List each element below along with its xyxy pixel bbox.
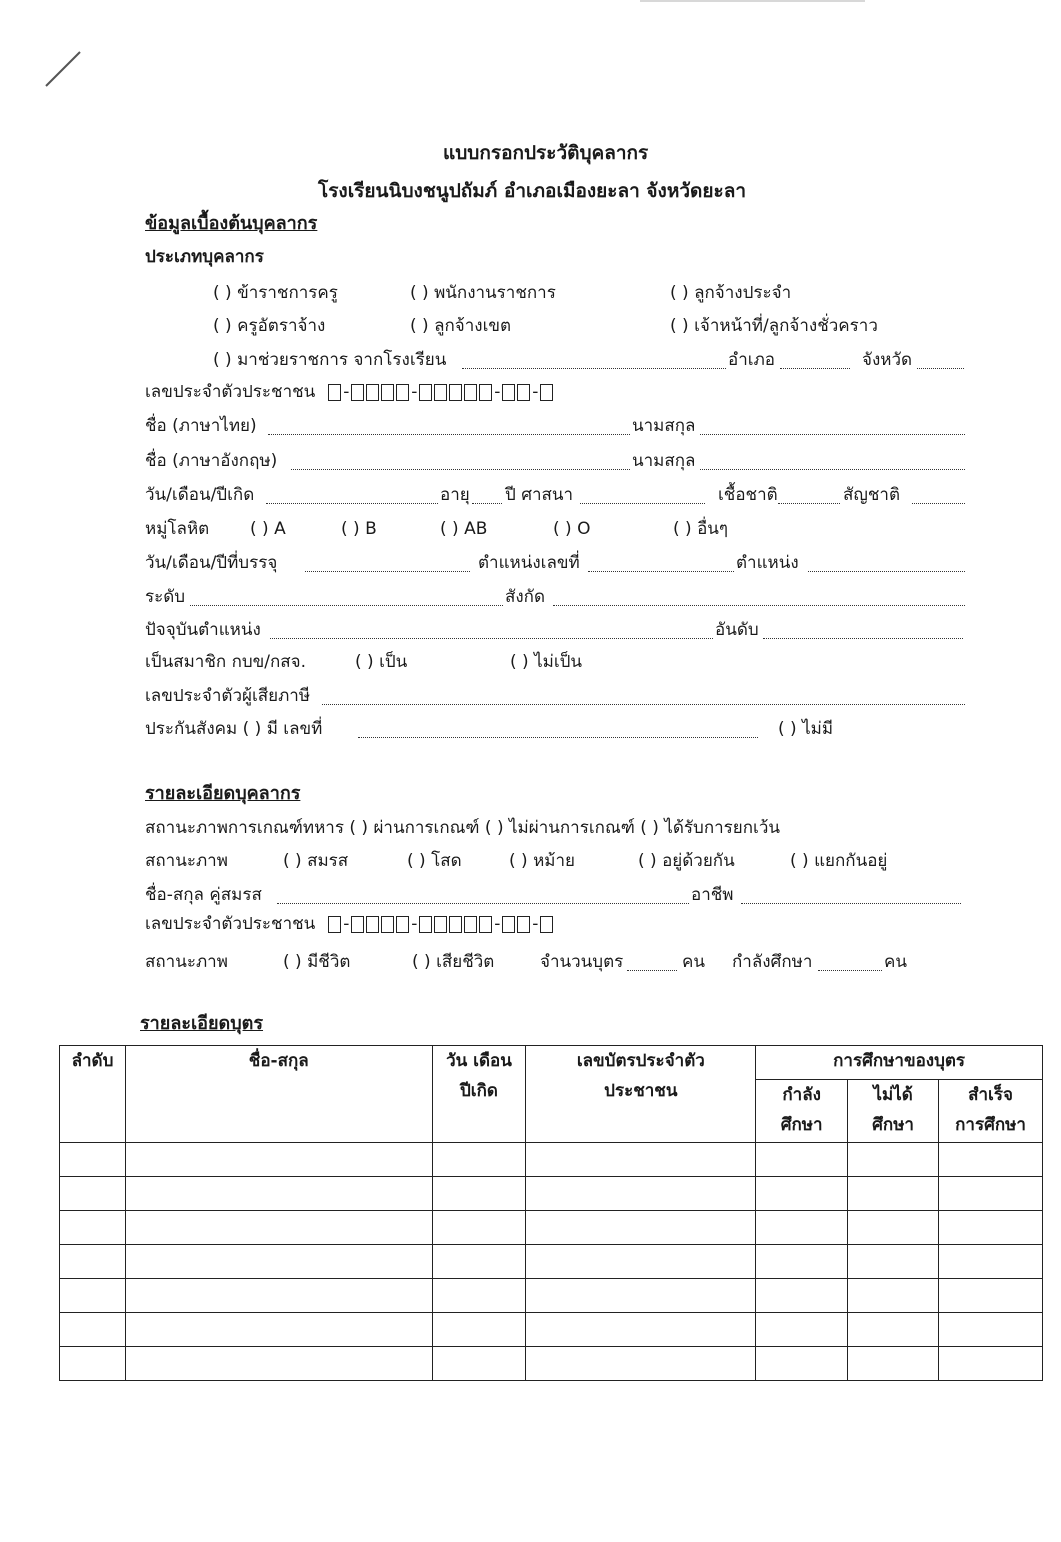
table-cell[interactable] [432,1347,526,1381]
table-cell[interactable] [756,1143,848,1177]
edu-completed-header: สำเร็จ การศึกษา [939,1080,1043,1143]
children-heading: รายละเอียดบุตร [140,1013,264,1034]
table-cell[interactable] [60,1211,126,1245]
age-field[interactable] [472,503,502,504]
children-count-label: จำนวนบุตร [540,952,624,972]
spouse-dead-option[interactable]: ( ) เสียชีวิต [412,952,495,972]
rank-field[interactable] [763,638,963,639]
position-no-label: ตำแหน่งเลขที่ [478,553,580,573]
table-cell[interactable] [756,1279,848,1313]
table-cell[interactable] [60,1143,126,1177]
table-cell[interactable] [939,1143,1043,1177]
marital-married-option[interactable]: ( ) สมรส [283,851,349,871]
position-no-field[interactable] [588,571,734,572]
school-subtitle: โรงเรียนนิบงชนูปถัมภ์ อำเภอเมืองยะลา จังหวัดยะลา [318,180,747,202]
province-field[interactable] [917,368,964,369]
occupation-label: อาชีพ [691,885,734,905]
spouse-id-label: เลขประจำตัวประชาชน [145,914,316,934]
table-cell[interactable] [756,1211,848,1245]
table-header-row [60,1046,1043,1080]
blood-other-option[interactable]: ( ) อื่นๆ [673,519,729,539]
citizen-id-boxes[interactable]: - - - - [327,381,554,403]
table-cell[interactable] [848,1347,939,1381]
table-cell[interactable] [939,1177,1043,1211]
helper-school-field[interactable] [462,368,726,369]
type-civil-teacher[interactable]: ( ) ข้าราชการครู [213,283,338,303]
social-security-none-option[interactable]: ( ) ไม่มี [778,719,834,739]
tax-id-label: เลขประจำตัวผู้เสียภาษี [145,686,311,706]
marital-label: สถานะภาพ [145,851,228,871]
basic-info-heading: ข้อมูลเบื้องต้นบุคลากร [145,213,318,234]
table-cell[interactable] [848,1177,939,1211]
blood-type-label: หมู่โลหิต [145,519,210,539]
table-cell[interactable] [526,1279,756,1313]
district-label: อำเภอ [728,350,775,370]
table-cell[interactable] [526,1313,756,1347]
ethnicity-field[interactable] [778,503,840,504]
current-position-label: ปัจจุบันตำแหน่ง [145,620,261,640]
nationality-label: สัญชาติ [843,485,900,505]
table-cell[interactable] [848,1313,939,1347]
table-cell[interactable] [60,1279,126,1313]
ethnicity-label: เชื้อชาติ [718,485,778,505]
table-cell[interactable] [60,1245,126,1279]
table-cell[interactable] [848,1279,939,1313]
pen-mark [40,48,85,90]
citizen-id-row [145,381,554,403]
table-cell[interactable] [848,1245,939,1279]
affiliation-label: สังกัด [505,587,546,607]
name-th-label: ชื่อ (ภาษาไทย) [145,416,257,436]
table-cell[interactable] [939,1347,1043,1381]
citizen-id-label: เลขประจำตัวประชาชน [145,382,316,402]
table-cell[interactable] [756,1245,848,1279]
blood-b-option[interactable]: ( ) B [341,519,377,539]
spouse-alive-option[interactable]: ( ) มีชีวิต [283,952,351,972]
birthdate-label: วัน/เดือน/ปีเกิด [145,485,255,505]
table-row [60,1347,1043,1381]
col-birth-header: วัน เดือน ปีเกิด [432,1046,526,1143]
table-cell[interactable] [60,1313,126,1347]
military-status-row[interactable]: สถานะภาพการเกณฑ์ทหาร ( ) ผ่านการเกณฑ์ ( ) ไม่ผ่านการเกณฑ์ ( ) ได้รับการยกเว้น [145,818,781,838]
position-field[interactable] [808,571,965,572]
birthdate-field[interactable] [266,503,438,504]
age-label: อายุ [440,485,470,505]
table-cell[interactable] [60,1177,126,1211]
spouse-id-row [145,913,554,935]
blood-ab-option[interactable]: ( ) AB [440,519,488,539]
marital-widowed-option[interactable]: ( ) หม้าย [509,851,575,871]
appoint-date-field[interactable] [305,571,470,572]
table-cell[interactable] [939,1211,1043,1245]
marital-separated-option[interactable]: ( ) แยกกันอยู่ [790,851,888,871]
table-cell[interactable] [432,1245,526,1279]
table-cell[interactable] [756,1177,848,1211]
studying-persons-label: คน [884,952,907,972]
table-cell[interactable] [432,1279,526,1313]
table-cell[interactable] [60,1347,126,1381]
spouse-id-boxes[interactable]: - - - - [327,913,554,935]
type-permanent-staff[interactable]: ( ) ลูกจ้างประจำ [670,283,792,303]
children-table [59,1045,1043,1381]
table-cell[interactable] [526,1347,756,1381]
table-row [60,1143,1043,1177]
social-security-label: ประกันสังคม ( ) มี เลขที่ [145,719,323,739]
col-name-header: ชื่อ-สกุล [125,1046,432,1143]
table-cell[interactable] [125,1211,432,1245]
children-persons-label: คน [682,952,705,972]
province-label: จังหวัด [862,350,913,370]
blood-o-option[interactable]: ( ) O [553,519,591,539]
table-cell[interactable] [125,1347,432,1381]
spouse-status-label: สถานะภาพ [145,952,228,972]
table-cell[interactable] [432,1313,526,1347]
nationality-field[interactable] [912,503,965,504]
col-id-header: เลขบัตรประจำตัว ประชาชน [526,1046,756,1143]
table-cell[interactable] [756,1347,848,1381]
name-en-label: ชื่อ (ภาษาอังกฤษ) [145,451,278,471]
table-cell[interactable] [432,1177,526,1211]
table-cell[interactable] [125,1143,432,1177]
table-cell[interactable] [432,1143,526,1177]
name-en-field[interactable] [291,469,630,470]
table-cell[interactable] [848,1143,939,1177]
marital-single-option[interactable]: ( ) โสด [407,851,462,871]
table-cell[interactable] [939,1313,1043,1347]
spouse-name-field[interactable] [277,903,689,904]
affiliation-field[interactable] [553,605,965,606]
edu-studying-header: กำลัง ศึกษา [756,1080,848,1143]
spouse-name-label: ชื่อ-สกุล คู่สมรส [145,885,262,905]
surname-th-label: นามสกุล [632,416,696,436]
children-count-field[interactable] [627,970,677,971]
name-th-field[interactable] [268,434,630,435]
table-cell[interactable] [848,1211,939,1245]
table-cell[interactable] [432,1211,526,1245]
col-no-header: ลำดับ [60,1046,126,1143]
helper-school-label: ( ) มาช่วยราชการ จากโรงเรียน [213,350,447,370]
table-row [60,1211,1043,1245]
religion-field[interactable] [580,503,705,504]
table-cell[interactable] [125,1313,432,1347]
table-row [60,1245,1043,1279]
table-cell[interactable] [939,1245,1043,1279]
blood-a-option[interactable]: ( ) A [250,519,286,539]
position-label: ตำแหน่ง [736,553,799,573]
district-field[interactable] [780,368,850,369]
tax-id-field[interactable] [322,704,965,705]
occupation-field[interactable] [741,903,961,904]
rank-label: อันดับ [715,620,759,640]
member-no-option[interactable]: ( ) ไม่เป็น [510,652,583,672]
table-cell[interactable] [526,1245,756,1279]
table-cell[interactable] [939,1279,1043,1313]
personnel-type-label: ประเภทบุคลากร [145,247,264,267]
studying-count-field[interactable] [818,970,882,971]
level-field[interactable] [190,605,503,606]
edu-not-studying-header: ไม่ได้ ศึกษา [848,1080,939,1143]
type-gov-employee[interactable]: ( ) พนักงานราชการ [410,283,556,303]
form-title: แบบกรอกประวัติบุคลากร [443,142,649,164]
table-row [60,1177,1043,1211]
table-row [60,1313,1043,1347]
type-contract-teacher[interactable]: ( ) ครูอัตราจ้าง [213,316,326,336]
type-district-staff[interactable]: ( ) ลูกจ้างเขต [410,316,512,336]
detail-heading: รายละเอียดบุคลากร [145,783,301,804]
scan-edge [640,0,865,2]
surname-th-field[interactable] [700,434,965,435]
table-row [60,1279,1043,1313]
social-security-field[interactable] [358,737,758,738]
marital-cohabiting-option[interactable]: ( ) อยู่ด้วยกัน [638,851,735,871]
table-cell[interactable] [526,1211,756,1245]
table-cell[interactable] [125,1245,432,1279]
studying-count-label: กำลังศึกษา [732,952,813,972]
member-label: เป็นสมาชิก กบข/กสจ. [145,652,307,672]
col-education-header: การศึกษาของบุตร [756,1046,1043,1080]
table-cell[interactable] [756,1313,848,1347]
religion-label: ปี ศาสนา [505,485,574,505]
table-cell[interactable] [125,1279,432,1313]
member-yes-option[interactable]: ( ) เป็น [355,652,408,672]
surname-en-label: นามสกุล [632,451,696,471]
surname-en-field[interactable] [700,469,965,470]
table-cell[interactable] [125,1177,432,1211]
level-label: ระดับ [145,587,186,607]
current-position-field[interactable] [270,638,713,639]
type-temp-staff[interactable]: ( ) เจ้าหน้าที่/ลูกจ้างชั่วคราว [670,316,878,336]
appoint-date-label: วัน/เดือน/ปีที่บรรจุ [145,553,278,573]
table-cell[interactable] [526,1143,756,1177]
table-cell[interactable] [526,1177,756,1211]
